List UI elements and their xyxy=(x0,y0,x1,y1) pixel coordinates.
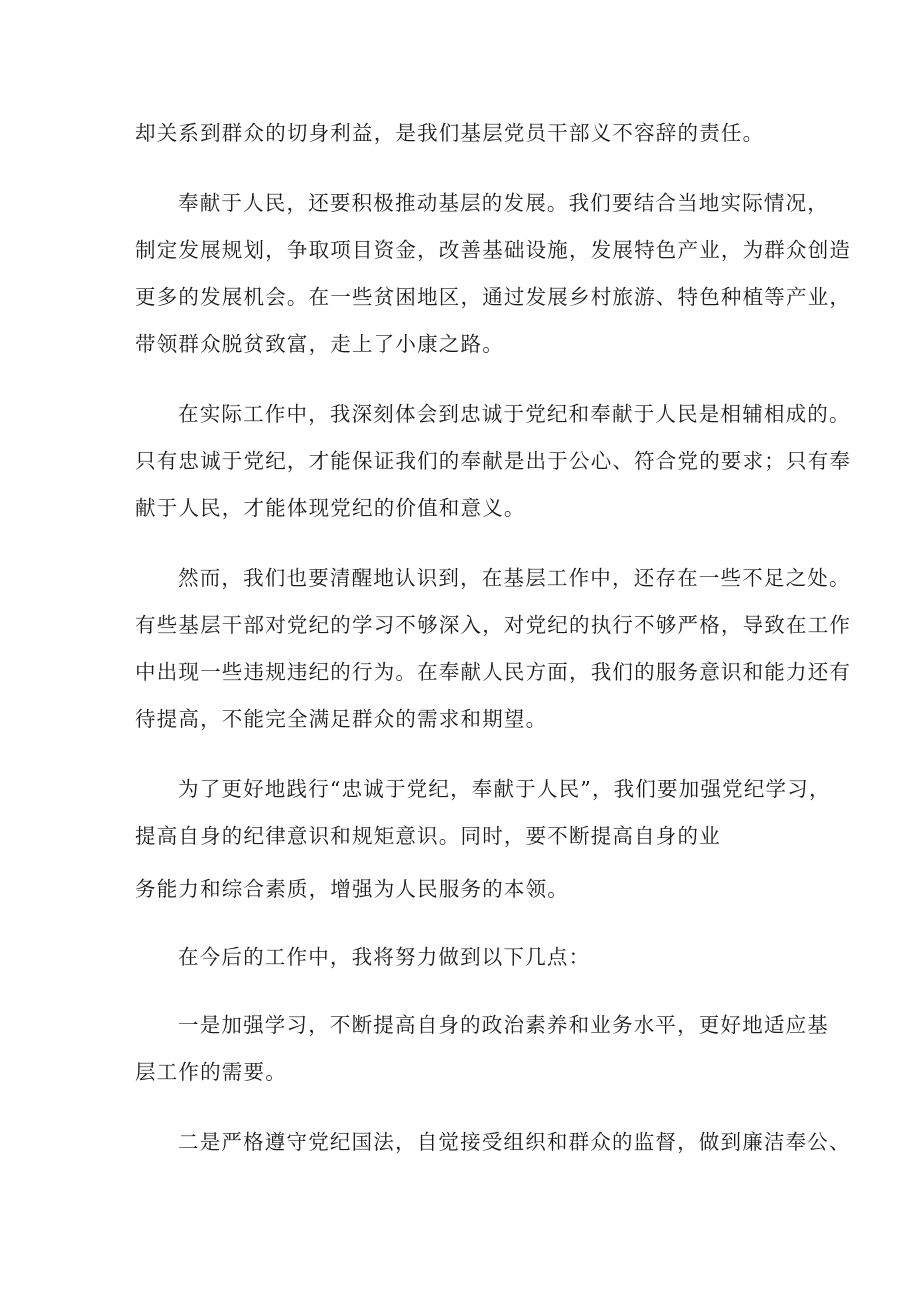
text-line: 中出现一些违规违纪的行为。在奉献人民方面，我们的服务意识和能力还有 xyxy=(135,660,852,684)
paragraph-first-line: 一是加强学习，不断提高自身的政治素养和业务水平，更好地适应基 xyxy=(178,1013,829,1037)
text-line: 待提高，不能完全满足群众的需求和期望。 xyxy=(135,707,548,731)
text-line: 只有忠诚于党纪，才能保证我们的奉献是出于公心、符合党的要求；只有奉 xyxy=(135,449,852,473)
text-line: 带领群众脱贫致富，走上了小康之路。 xyxy=(135,332,504,356)
text-line: 务能力和综合素质，增强为人民服务的本领。 xyxy=(135,877,569,901)
text-line: 有些基层干部对党纪的学习不够深入，对党纪的执行不够严格，导致在工作 xyxy=(135,613,852,637)
paragraph-first-line: 奉献于人民，还要积极推动基层的发展。我们要结合当地实际情况， xyxy=(178,191,829,215)
text-line: 献于人民，才能体现党纪的价值和意义。 xyxy=(135,496,526,520)
paragraph-first-line: 然而，我们也要清醒地认识到，在基层工作中，还存在一些不足之处。 xyxy=(178,566,851,590)
text-line: 提高自身的纪律意识和规矩意识。同时，要不断提高自身的业 xyxy=(135,824,721,848)
paragraph-first-line: 在今后的工作中，我将努力做到以下几点： xyxy=(178,945,591,969)
paragraph-first-line: 在实际工作中，我深刻体会到忠诚于党纪和奉献于人民是相辅相成的。 xyxy=(178,402,851,426)
text-line: 层工作的需要。 xyxy=(135,1060,287,1084)
paragraph-first-line: 二是严格遵守党纪国法，自觉接受组织和群众的监督，做到廉洁奉公、 xyxy=(178,1130,851,1154)
text-line: 更多的发展机会。在一些贫困地区，通过发展乡村旅游、特色种植等产业， xyxy=(135,285,852,309)
text-line: 却关系到群众的切身利益，是我们基层党员干部义不容辞的责任。 xyxy=(135,121,765,145)
paragraph-first-line: 为了更好地践行“忠诚于党纪，奉献于人民”，我们要加强党纪学习， xyxy=(178,777,831,801)
text-line: 制定发展规划，争取项目资金，改善基础设施，发展特色产业，为群众创造 xyxy=(135,238,852,262)
